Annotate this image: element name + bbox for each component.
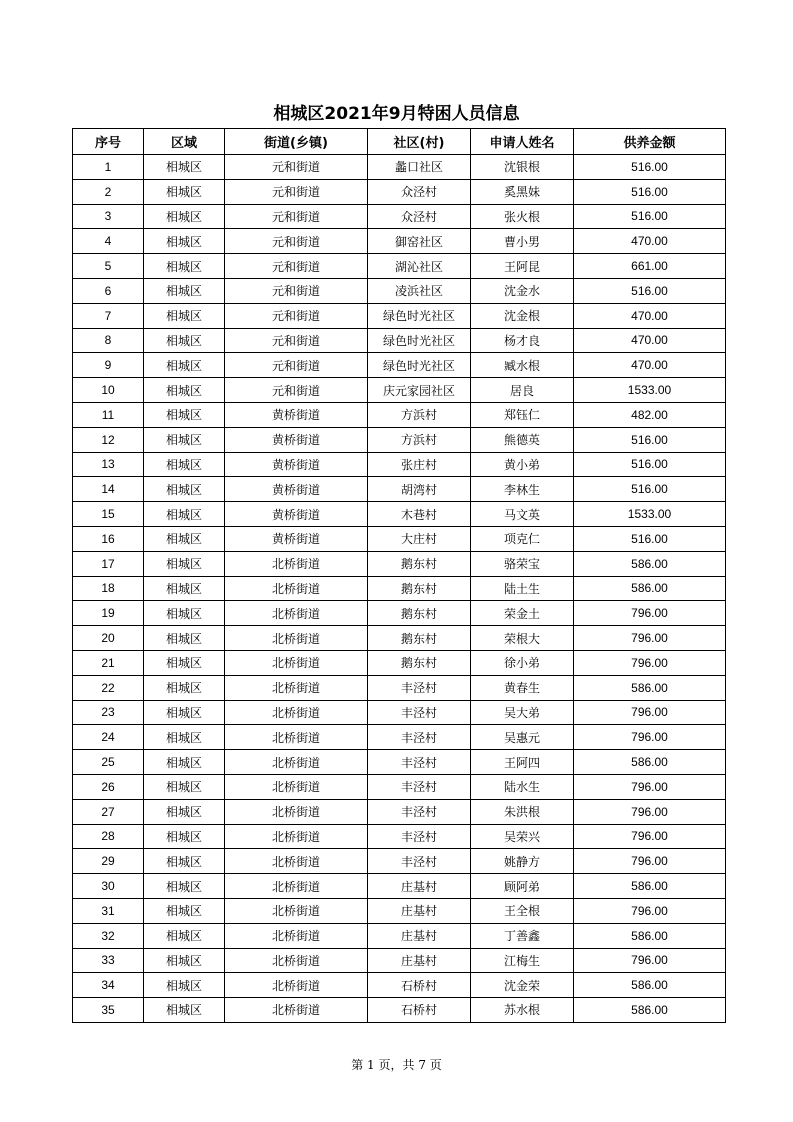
table-row <box>73 948 726 973</box>
cell-district: 相城区 <box>144 551 225 576</box>
cell-index: 17 <box>73 551 144 576</box>
cell-district: 相城区 <box>144 650 225 675</box>
cell-index: 29 <box>73 849 144 874</box>
table-row <box>73 402 726 427</box>
cell-applicant: 沈银根 <box>471 155 574 180</box>
cell-amount: 470.00 <box>574 328 726 353</box>
cell-index: 22 <box>73 675 144 700</box>
table-row <box>73 477 726 502</box>
cell-applicant: 杨才良 <box>471 328 574 353</box>
cell-street: 北桥街道 <box>225 998 368 1023</box>
cell-street: 北桥街道 <box>225 675 368 700</box>
cell-index: 18 <box>73 576 144 601</box>
cell-amount: 796.00 <box>574 948 726 973</box>
cell-amount: 516.00 <box>574 526 726 551</box>
cell-street: 北桥街道 <box>225 626 368 651</box>
header-applicant: 申请人姓名 <box>471 129 574 155</box>
cell-community: 庄基村 <box>368 898 471 923</box>
cell-amount: 661.00 <box>574 254 726 279</box>
table-row <box>73 452 726 477</box>
cell-amount: 516.00 <box>574 452 726 477</box>
cell-applicant: 姚静方 <box>471 849 574 874</box>
cell-district: 相城区 <box>144 675 225 700</box>
cell-applicant: 荣金土 <box>471 601 574 626</box>
cell-community: 张庄村 <box>368 452 471 477</box>
cell-index: 35 <box>73 998 144 1023</box>
cell-district: 相城区 <box>144 750 225 775</box>
cell-index: 23 <box>73 700 144 725</box>
cell-street: 黄桥街道 <box>225 402 368 427</box>
table-row <box>73 179 726 204</box>
cell-community: 木巷村 <box>368 502 471 527</box>
cell-community: 方浜村 <box>368 402 471 427</box>
cell-applicant: 马文英 <box>471 502 574 527</box>
cell-applicant: 王全根 <box>471 898 574 923</box>
cell-applicant: 荣根大 <box>471 626 574 651</box>
cell-index: 27 <box>73 799 144 824</box>
cell-community: 绿色时光社区 <box>368 303 471 328</box>
cell-amount: 796.00 <box>574 650 726 675</box>
cell-amount: 1533.00 <box>574 378 726 403</box>
cell-applicant: 张火根 <box>471 204 574 229</box>
cell-street: 元和街道 <box>225 204 368 229</box>
cell-applicant: 陆水生 <box>471 774 574 799</box>
cell-applicant: 朱洪根 <box>471 799 574 824</box>
cell-street: 元和街道 <box>225 179 368 204</box>
cell-community: 庆元家园社区 <box>368 378 471 403</box>
cell-street: 元和街道 <box>225 254 368 279</box>
cell-index: 21 <box>73 650 144 675</box>
cell-applicant: 熊德英 <box>471 427 574 452</box>
cell-street: 黄桥街道 <box>225 427 368 452</box>
cell-district: 相城区 <box>144 799 225 824</box>
cell-street: 北桥街道 <box>225 725 368 750</box>
cell-district: 相城区 <box>144 725 225 750</box>
cell-district: 相城区 <box>144 576 225 601</box>
header-amount: 供养金额 <box>574 129 726 155</box>
table-row <box>73 576 726 601</box>
cell-district: 相城区 <box>144 303 225 328</box>
cell-community: 石桥村 <box>368 998 471 1023</box>
cell-applicant: 沈金水 <box>471 278 574 303</box>
cell-amount: 470.00 <box>574 353 726 378</box>
cell-street: 元和街道 <box>225 378 368 403</box>
cell-amount: 796.00 <box>574 700 726 725</box>
cell-community: 鹅东村 <box>368 626 471 651</box>
cell-amount: 470.00 <box>574 229 726 254</box>
cell-district: 相城区 <box>144 526 225 551</box>
table-row <box>73 898 726 923</box>
cell-district: 相城区 <box>144 973 225 998</box>
table-row <box>73 502 726 527</box>
cell-applicant: 江梅生 <box>471 948 574 973</box>
cell-street: 黄桥街道 <box>225 502 368 527</box>
cell-community: 绿色时光社区 <box>368 353 471 378</box>
cell-district: 相城区 <box>144 155 225 180</box>
table-row <box>73 551 726 576</box>
cell-applicant: 王阿昆 <box>471 254 574 279</box>
cell-amount: 470.00 <box>574 303 726 328</box>
cell-community: 丰泾村 <box>368 750 471 775</box>
cell-index: 30 <box>73 874 144 899</box>
cell-street: 北桥街道 <box>225 601 368 626</box>
cell-district: 相城区 <box>144 353 225 378</box>
header-community: 社区(村) <box>368 129 471 155</box>
cell-district: 相城区 <box>144 502 225 527</box>
cell-street: 北桥街道 <box>225 973 368 998</box>
cell-street: 北桥街道 <box>225 650 368 675</box>
cell-amount: 586.00 <box>574 551 726 576</box>
table-row <box>73 700 726 725</box>
cell-street: 元和街道 <box>225 303 368 328</box>
cell-street: 元和街道 <box>225 353 368 378</box>
cell-amount: 796.00 <box>574 898 726 923</box>
cell-street: 北桥街道 <box>225 799 368 824</box>
cell-street: 北桥街道 <box>225 849 368 874</box>
cell-amount: 796.00 <box>574 774 726 799</box>
table-row <box>73 774 726 799</box>
cell-amount: 586.00 <box>574 998 726 1023</box>
cell-community: 湖沁社区 <box>368 254 471 279</box>
cell-amount: 516.00 <box>574 179 726 204</box>
cell-applicant: 顾阿弟 <box>471 874 574 899</box>
table-row <box>73 601 726 626</box>
cell-index: 9 <box>73 353 144 378</box>
cell-street: 北桥街道 <box>225 923 368 948</box>
cell-amount: 516.00 <box>574 477 726 502</box>
cell-index: 7 <box>73 303 144 328</box>
cell-community: 鹅东村 <box>368 650 471 675</box>
cell-street: 元和街道 <box>225 229 368 254</box>
cell-amount: 482.00 <box>574 402 726 427</box>
cell-index: 28 <box>73 824 144 849</box>
table-row <box>73 303 726 328</box>
cell-amount: 516.00 <box>574 427 726 452</box>
cell-community: 庄基村 <box>368 923 471 948</box>
cell-index: 32 <box>73 923 144 948</box>
cell-amount: 516.00 <box>574 204 726 229</box>
cell-street: 元和街道 <box>225 278 368 303</box>
cell-district: 相城区 <box>144 278 225 303</box>
cell-amount: 586.00 <box>574 750 726 775</box>
cell-index: 13 <box>73 452 144 477</box>
cell-applicant: 吴荣兴 <box>471 824 574 849</box>
cell-community: 众泾村 <box>368 179 471 204</box>
cell-district: 相城区 <box>144 874 225 899</box>
cell-applicant: 徐小弟 <box>471 650 574 675</box>
cell-amount: 516.00 <box>574 155 726 180</box>
cell-street: 北桥街道 <box>225 824 368 849</box>
table-row <box>73 750 726 775</box>
cell-community: 丰泾村 <box>368 675 471 700</box>
cell-street: 北桥街道 <box>225 750 368 775</box>
page-footer: 第 1 页，共 7 页 <box>351 1058 442 1072</box>
cell-amount: 796.00 <box>574 824 726 849</box>
table-row <box>73 353 726 378</box>
cell-district: 相城区 <box>144 179 225 204</box>
table-row <box>73 650 726 675</box>
cell-index: 16 <box>73 526 144 551</box>
cell-index: 1 <box>73 155 144 180</box>
cell-district: 相城区 <box>144 229 225 254</box>
cell-applicant: 李林生 <box>471 477 574 502</box>
cell-district: 相城区 <box>144 948 225 973</box>
cell-applicant: 沈金荣 <box>471 973 574 998</box>
cell-amount: 586.00 <box>574 923 726 948</box>
cell-amount: 586.00 <box>574 874 726 899</box>
cell-index: 6 <box>73 278 144 303</box>
cell-district: 相城区 <box>144 700 225 725</box>
cell-community: 绿色时光社区 <box>368 328 471 353</box>
cell-amount: 586.00 <box>574 576 726 601</box>
header-index: 序号 <box>73 129 144 155</box>
cell-index: 14 <box>73 477 144 502</box>
table-row <box>73 328 726 353</box>
cell-street: 北桥街道 <box>225 774 368 799</box>
cell-community: 御窑社区 <box>368 229 471 254</box>
cell-index: 26 <box>73 774 144 799</box>
cell-district: 相城区 <box>144 626 225 651</box>
cell-applicant: 吴大弟 <box>471 700 574 725</box>
cell-index: 25 <box>73 750 144 775</box>
cell-index: 33 <box>73 948 144 973</box>
cell-applicant: 黄春生 <box>471 675 574 700</box>
table-row <box>73 973 726 998</box>
cell-index: 34 <box>73 973 144 998</box>
cell-street: 北桥街道 <box>225 576 368 601</box>
cell-street: 北桥街道 <box>225 700 368 725</box>
cell-district: 相城区 <box>144 204 225 229</box>
cell-applicant: 曹小男 <box>471 229 574 254</box>
cell-index: 10 <box>73 378 144 403</box>
cell-index: 2 <box>73 179 144 204</box>
cell-applicant: 苏水根 <box>471 998 574 1023</box>
cell-district: 相城区 <box>144 898 225 923</box>
cell-index: 15 <box>73 502 144 527</box>
cell-amount: 586.00 <box>574 973 726 998</box>
cell-amount: 796.00 <box>574 626 726 651</box>
cell-index: 5 <box>73 254 144 279</box>
cell-community: 鹅东村 <box>368 601 471 626</box>
cell-index: 24 <box>73 725 144 750</box>
page-title: 相城区2021年9月特困人员信息 <box>273 104 520 124</box>
cell-district: 相城区 <box>144 824 225 849</box>
cell-district: 相城区 <box>144 601 225 626</box>
cell-street: 北桥街道 <box>225 874 368 899</box>
table-row <box>73 923 726 948</box>
cell-amount: 796.00 <box>574 849 726 874</box>
cell-district: 相城区 <box>144 477 225 502</box>
cell-applicant: 臧水根 <box>471 353 574 378</box>
table-row <box>73 874 726 899</box>
cell-applicant: 陆土生 <box>471 576 574 601</box>
cell-district: 相城区 <box>144 328 225 353</box>
header-row <box>73 129 726 155</box>
cell-applicant: 居良 <box>471 378 574 403</box>
cell-district: 相城区 <box>144 998 225 1023</box>
cell-district: 相城区 <box>144 452 225 477</box>
cell-amount: 796.00 <box>574 601 726 626</box>
cell-community: 石桥村 <box>368 973 471 998</box>
cell-amount: 796.00 <box>574 799 726 824</box>
table-row <box>73 626 726 651</box>
cell-district: 相城区 <box>144 849 225 874</box>
cell-applicant: 骆荣宝 <box>471 551 574 576</box>
cell-index: 8 <box>73 328 144 353</box>
cell-applicant: 项克仁 <box>471 526 574 551</box>
cell-district: 相城区 <box>144 923 225 948</box>
cell-district: 相城区 <box>144 774 225 799</box>
cell-applicant: 奚黑妹 <box>471 179 574 204</box>
cell-index: 12 <box>73 427 144 452</box>
cell-index: 3 <box>73 204 144 229</box>
table-row <box>73 378 726 403</box>
table-row <box>73 849 726 874</box>
header-district: 区域 <box>144 129 225 155</box>
cell-street: 黄桥街道 <box>225 526 368 551</box>
cell-index: 4 <box>73 229 144 254</box>
cell-amount: 586.00 <box>574 675 726 700</box>
cell-district: 相城区 <box>144 254 225 279</box>
cell-community: 丰泾村 <box>368 774 471 799</box>
cell-index: 19 <box>73 601 144 626</box>
table-row <box>73 155 726 180</box>
table-row <box>73 427 726 452</box>
cell-applicant: 沈金根 <box>471 303 574 328</box>
cell-community: 胡湾村 <box>368 477 471 502</box>
table-row <box>73 998 726 1023</box>
table-row <box>73 799 726 824</box>
cell-street: 黄桥街道 <box>225 452 368 477</box>
cell-district: 相城区 <box>144 378 225 403</box>
cell-street: 元和街道 <box>225 155 368 180</box>
table-row <box>73 204 726 229</box>
cell-district: 相城区 <box>144 427 225 452</box>
table-row <box>73 824 726 849</box>
cell-street: 北桥街道 <box>225 551 368 576</box>
table-row <box>73 278 726 303</box>
cell-amount: 1533.00 <box>574 502 726 527</box>
cell-applicant: 丁善鑫 <box>471 923 574 948</box>
table-row <box>73 229 726 254</box>
cell-district: 相城区 <box>144 402 225 427</box>
data-table <box>72 128 726 1023</box>
table-row <box>73 254 726 279</box>
cell-street: 元和街道 <box>225 328 368 353</box>
cell-index: 31 <box>73 898 144 923</box>
cell-applicant: 郑钰仁 <box>471 402 574 427</box>
table-row <box>73 675 726 700</box>
cell-street: 北桥街道 <box>225 948 368 973</box>
cell-street: 黄桥街道 <box>225 477 368 502</box>
cell-index: 11 <box>73 402 144 427</box>
cell-applicant: 吴惠元 <box>471 725 574 750</box>
header-street: 街道(乡镇) <box>225 129 368 155</box>
cell-community: 蠡口社区 <box>368 155 471 180</box>
cell-community: 鹅东村 <box>368 576 471 601</box>
cell-community: 众泾村 <box>368 204 471 229</box>
cell-index: 20 <box>73 626 144 651</box>
cell-amount: 796.00 <box>574 725 726 750</box>
cell-community: 鹅东村 <box>368 551 471 576</box>
cell-community: 丰泾村 <box>368 700 471 725</box>
cell-community: 凌浜社区 <box>368 278 471 303</box>
cell-amount: 516.00 <box>574 278 726 303</box>
cell-street: 北桥街道 <box>225 898 368 923</box>
cell-community: 丰泾村 <box>368 799 471 824</box>
cell-community: 丰泾村 <box>368 849 471 874</box>
table-row <box>73 526 726 551</box>
cell-community: 丰泾村 <box>368 725 471 750</box>
cell-applicant: 王阿四 <box>471 750 574 775</box>
cell-community: 大庄村 <box>368 526 471 551</box>
table-row <box>73 725 726 750</box>
cell-community: 方浜村 <box>368 427 471 452</box>
cell-applicant: 黄小弟 <box>471 452 574 477</box>
cell-community: 丰泾村 <box>368 824 471 849</box>
cell-community: 庄基村 <box>368 948 471 973</box>
cell-community: 庄基村 <box>368 874 471 899</box>
